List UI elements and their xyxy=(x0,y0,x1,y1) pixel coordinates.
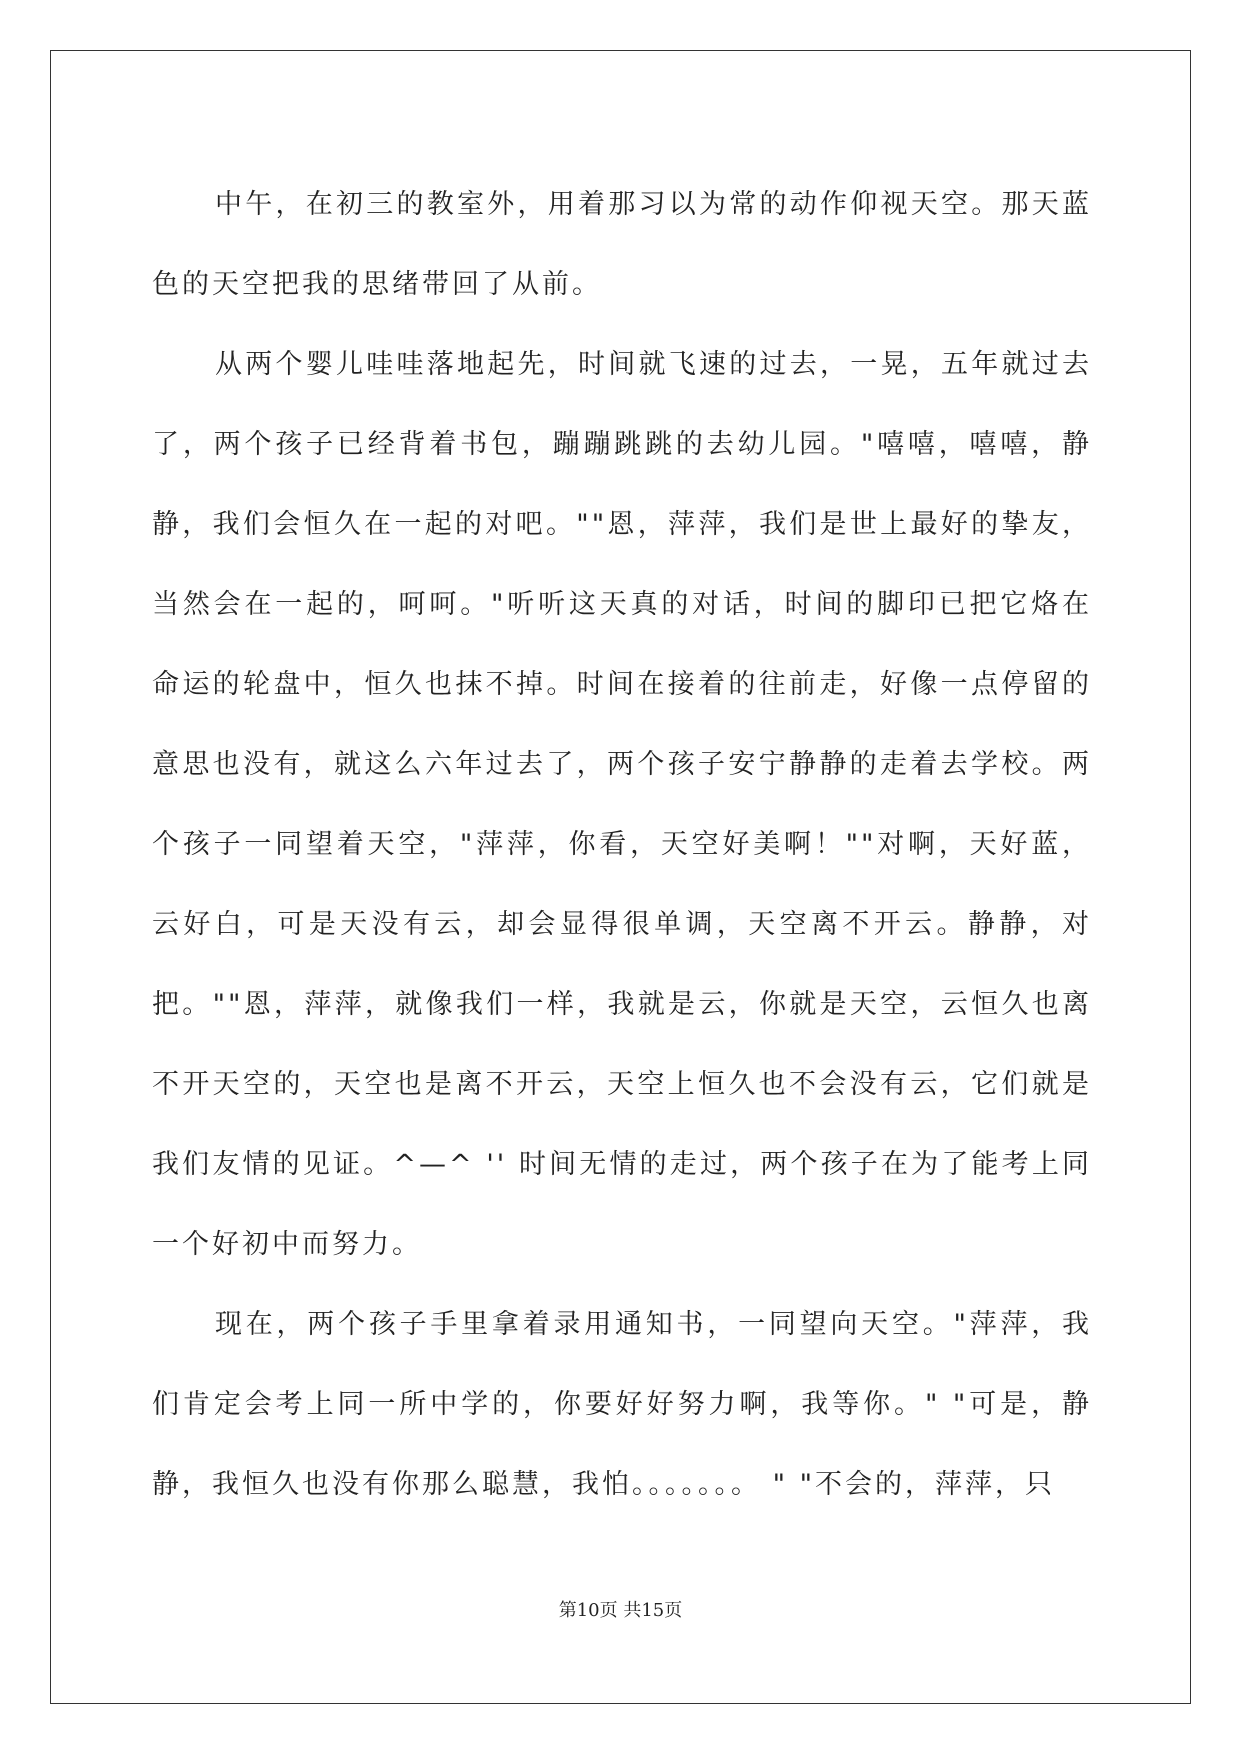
page-footer xyxy=(0,1596,1241,1622)
paragraph-2: 从两个婴儿哇哇落地起先，时间就飞速的过去，一晃，五年就过去了，两个孩子已经背着书包，蹦蹦跳跳的去幼儿园。"嘻嘻，嘻嘻，静静，我们会恒久在一起的对吧。""恩，萍萍，我们是世上最好的挚友，当然会在一起的，呵呵。"听听这天真的对话，时间的脚印已把它烙在命运的轮盘中，恒久也抹不掉。时间在接着的往前走，好像一点停留的意思也没有，就这么六年过去了，两个孩子安宁静静的走着去学校。两个孩子一同望着天空，"萍萍，你看，天空好美啊！""对啊，天好蓝，云好白，可是天没有云，却会显得很单调，天空离不开云。静静，对把。""恩，萍萍，就像我们一样，我就是云，你就是天空，云恒久也离不开天空的，天空也是离不开云，天空上恒久也不会没有云，它们就是我们友情的见证。^—^ '' 时间无情的走过，两个孩子在为了能考上同一个好初中而努力。 xyxy=(152,349,1092,1260)
paragraph-3: 现在，两个孩子手里拿着录用通知书，一同望向天空。"萍萍，我们肯定会考上同一所中学的，你要好好努力啊，我等你。" "可是，静静，我恒久也没有你那么聪慧，我怕。。。。。。。 " "不会的，萍萍，只 xyxy=(152,1309,1092,1500)
paragraph-1: 中午，在初三的教室外，用着那习以为常的动作仰视天空。那天蓝色的天空把我的思绪带回了从前。 xyxy=(152,189,1092,300)
document-body xyxy=(152,165,1092,1525)
page-number: 第10页 共15页 xyxy=(558,1600,683,1621)
